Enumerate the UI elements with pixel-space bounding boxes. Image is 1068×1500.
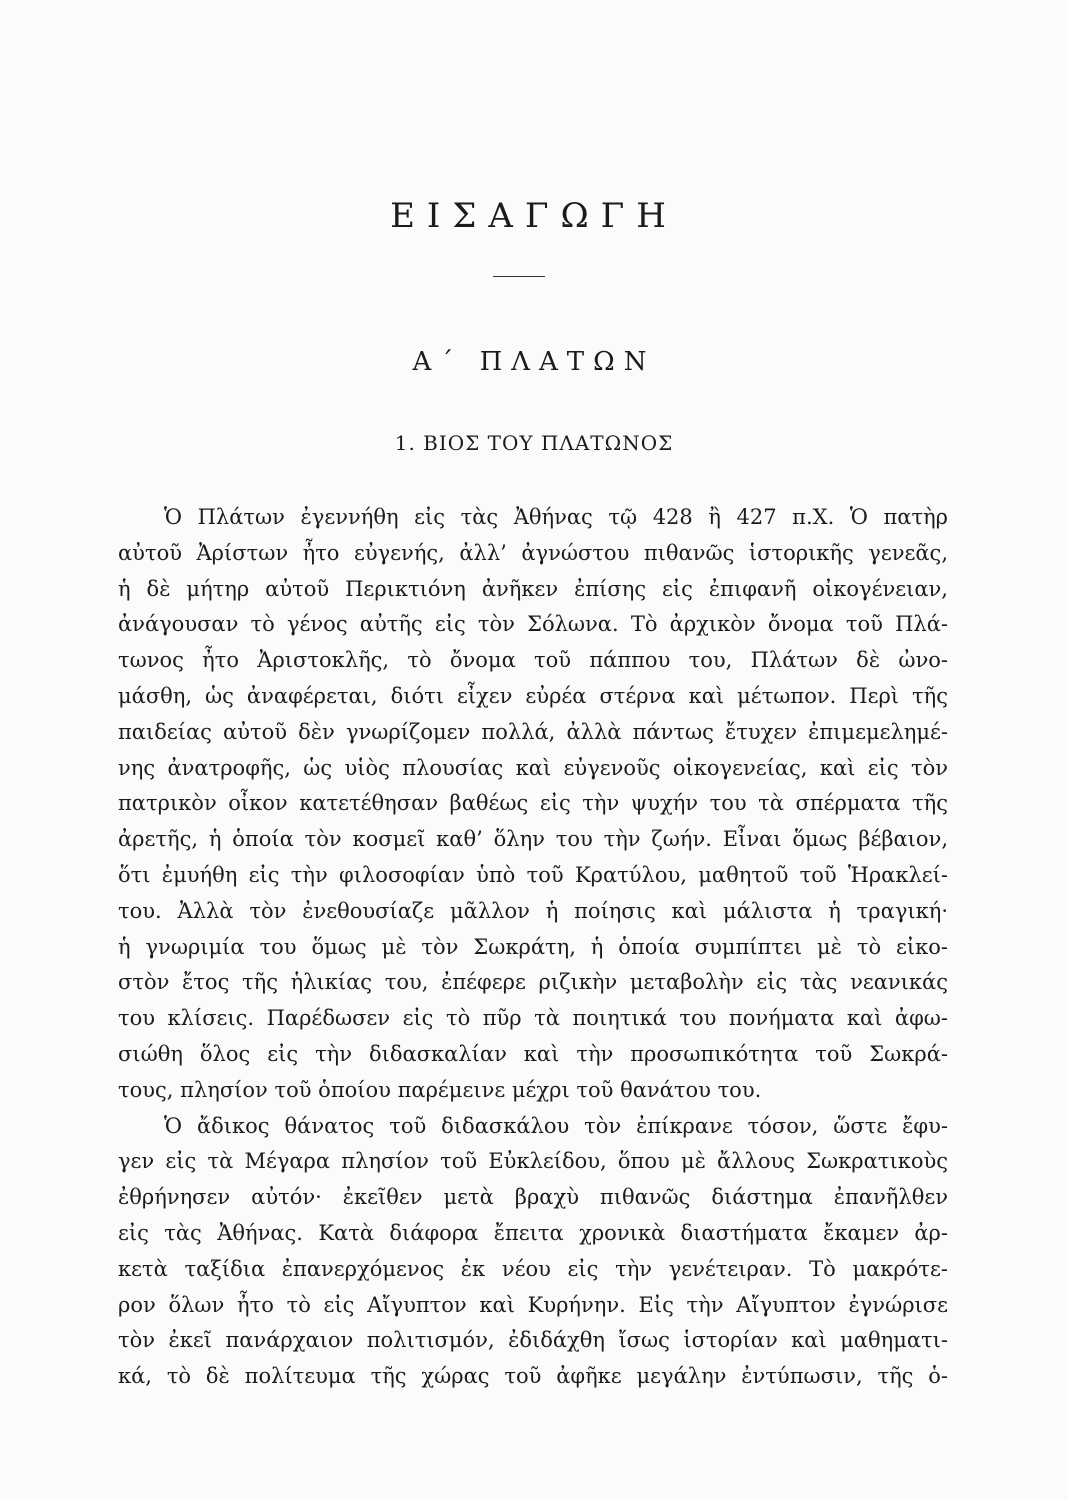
page-title: ΕΙΣΑΓΩΓΗ <box>390 196 678 236</box>
text-line: σιώθη ὅλος εἰς τὴν διδασκαλίαν καὶ τὴν προσωπικότητα τοῦ Σωκρά- <box>118 1041 948 1066</box>
text-line: του. Ἀλλὰ τὸν ἐνεθουσίαζε μᾶλλον ἡ ποίησις καὶ μάλιστα ἡ τραγική· <box>118 898 948 923</box>
text-line: μάσθη, ὡς ἀναφέρεται, διότι εἶχεν εὐρέα στέρνα καὶ μέτωπον. Περὶ τῆς <box>118 683 948 708</box>
text-line: Ὁ ἄδικος θάνατος τοῦ διδασκάλου τὸν ἐπίκρανε τόσον, ὥστε ἔφυ- <box>164 1113 948 1138</box>
text-line: ἀνάγουσαν τὸ γένος αὐτῆς εἰς τὸν Σόλωνα. Τὸ ἀρχικὸν ὄνομα τοῦ Πλά- <box>118 612 948 637</box>
text-line: του κλίσεις. Παρέδωσεν εἰς τὸ πῦρ τὰ ποιητικά του πονήματα καὶ ἀφω- <box>118 1006 948 1031</box>
text-line: τωνος ἦτο Ἀριστοκλῆς, τὸ ὄνομα τοῦ πάππου του, Πλάτων δὲ ὠνο- <box>118 648 948 673</box>
text-line: γεν εἰς τὰ Μέγαρα πλησίον τοῦ Εὐκλείδου, ὅπου μὲ ἄλλους Σωκρατικοὺς <box>118 1149 948 1174</box>
text-line: ἡ δὲ μήτηρ αὐτοῦ Περικτιόνη ἀνῆκεν ἐπίσης εἰς ἐπιφανῆ οἰκογένειαν, <box>118 576 948 601</box>
title-divider <box>493 276 545 277</box>
text-line: εἰς τὰς Ἀθήνας. Κατὰ διάφορα ἔπειτα χρονικὰ διαστήματα ἔκαμεν ἀρ- <box>118 1220 948 1245</box>
text-line: νης ἀνατροφῆς, ὡς υἱὸς πλουσίας καὶ εὐγενοῦς οἰκογενείας, καὶ εἰς τὸν <box>118 755 948 780</box>
chapter-subtitle: Α΄ ΠΛΑΤΩΝ <box>412 347 656 377</box>
text-line: τὸν ἐκεῖ πανάρχαιον πολιτισμόν, ἐδιδάχθη ἴσως ἱστορίαν καὶ μαθηματι- <box>118 1328 948 1353</box>
text-line: κά, τὸ δὲ πολίτευμα τῆς χώρας τοῦ ἀφῆκε μεγάλην ἐντύπωσιν, τῆς ὁ- <box>118 1364 948 1389</box>
text-line: παιδείας αὐτοῦ δὲν γνωρίζομεν πολλά, ἀλλὰ πάντως ἔτυχεν ἐπιμεμελημέ- <box>118 719 948 744</box>
text-line: ἡ γνωριμία του ὅμως μὲ τὸν Σωκράτη, ἡ ὁποία συμπίπτει μὲ τὸ εἰκο- <box>118 934 948 959</box>
text-line: τους, πλησίον τοῦ ὁποίου παρέμεινε μέχρι τοῦ θανάτου του. <box>118 1077 762 1102</box>
text-line: πατρικὸν οἶκον κατετέθησαν βαθέως εἰς τὴν ψυχήν του τὰ σπέρματα τῆς <box>118 791 948 816</box>
text-line: αὐτοῦ Ἀρίστων ἦτο εὐγενής, ἀλλ’ ἀγνώστου πιθανῶς ἱστορικῆς γενεᾶς, <box>118 540 948 565</box>
text-line: ὅτι ἐμυήθη εἰς τὴν φιλοσοφίαν ὑπὸ τοῦ Κρατύλου, μαθητοῦ τοῦ Ἡρακλεί- <box>118 862 948 887</box>
body-text <box>118 500 948 1395</box>
text-line: ρον ὅλων ἦτο τὸ εἰς Αἴγυπτον καὶ Κυρήνην. Εἰς τὴν Αἴγυπτον ἐγνώρισε <box>118 1292 948 1317</box>
section-heading: 1. ΒΙΟΣ ΤΟΥ ΠΛΑΤΩΝΟΣ <box>394 431 674 455</box>
text-line: ἐθρήνησεν αὐτόν· ἐκεῖθεν μετὰ βραχὺ πιθανῶς διάστημα ἐπανῆλθεν <box>118 1185 948 1210</box>
text-line: κετὰ ταξίδια ἐπανερχόμενος ἐκ νέου εἰς τὴν γενέτειραν. Τὸ μακρότε- <box>118 1256 948 1281</box>
text-line: στὸν ἔτος τῆς ἡλικίας του, ἐπέφερε ριζικὴν μεταβολὴν εἰς τὰς νεανικάς <box>118 970 948 995</box>
text-line: Ὁ Πλάτων ἐγεννήθη εἰς τὰς Ἀθήνας τῷ 428 ἢ 427 π.Χ. Ὁ πατὴρ <box>164 505 948 529</box>
text-line: ἀρετῆς, ἡ ὁποία τὸν κοσμεῖ καθ’ ὅλην του τὴν ζωήν. Εἶναι ὅμως βέβαιον, <box>118 827 948 852</box>
